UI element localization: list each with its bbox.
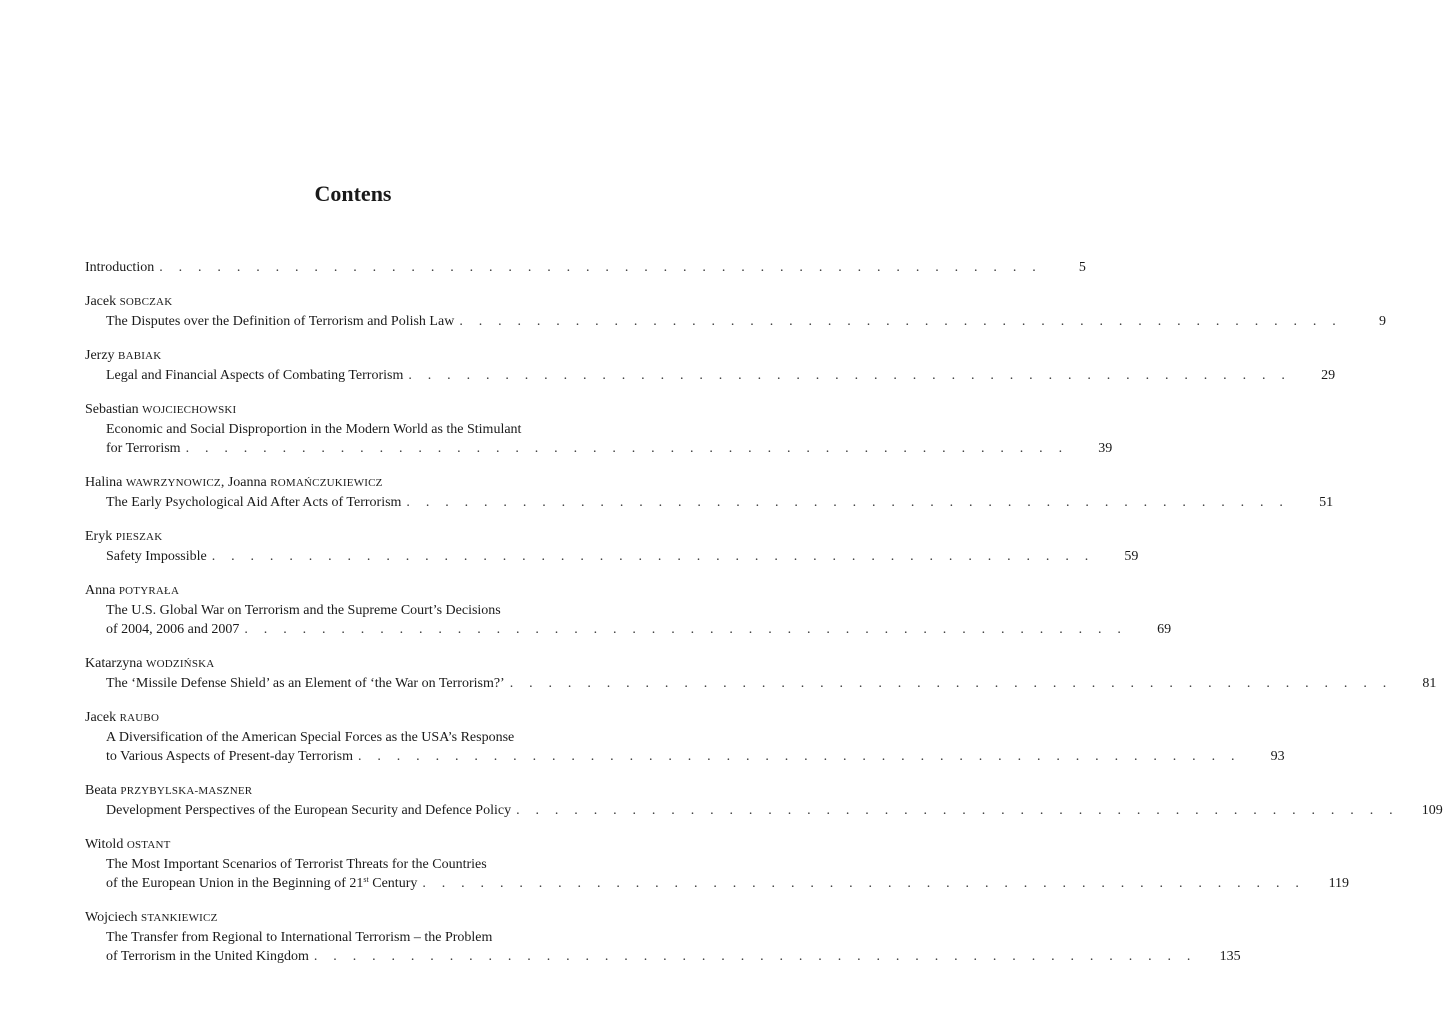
page-number: 135: [1219, 949, 1241, 964]
toc-entry: [85, 473, 1334, 512]
page-number: 119: [1328, 876, 1350, 891]
toc-title-line: Economic and Social Disproportion in the Modern World as the Stimulant: [106, 422, 522, 437]
toc-title-line: [85, 258, 1086, 277]
toc-title: of Terrorism in the United Kingdom: [106, 949, 309, 964]
dot-leader: . . . . . . . . . . . . . . . . . . . . . . . . . . . . . . . . . . . . . . . . . . . . . .: [406, 495, 1290, 510]
page-number: 93: [1270, 749, 1285, 764]
toc-title-text: [106, 674, 505, 693]
page-number: 59: [1124, 549, 1139, 564]
toc-title-line: [85, 366, 1336, 385]
author-given-name: Halina: [85, 475, 126, 490]
author-surname: STANKIEWICZ: [141, 912, 218, 924]
author-given-name: Witold: [85, 837, 127, 852]
toc-title-line: [85, 547, 1139, 566]
page-number: 5: [1078, 260, 1086, 275]
dot-leader: . . . . . . . . . . . . . . . . . . . . . . . . . . . . . . . . . . . . . . . . . . . . . .: [408, 368, 1292, 383]
dot-leader: . . . . . . . . . . . . . . . . . . . . . . . . . . . . . . . . . . . . . . . . . . . . . .: [244, 622, 1128, 637]
author-surname: SOBCZAK: [119, 296, 173, 308]
toc-entry: [85, 654, 1437, 693]
author-given-name: Jerzy: [85, 348, 119, 363]
author-given-name: Jacek: [85, 710, 120, 725]
author-surname: POTYRAŁA: [118, 585, 180, 597]
dot-leader: . . . . . . . . . . . . . . . . . . . . . . . . . . . . . . . . . . . . . . . . . . . . . .: [185, 441, 1069, 456]
page-number: 69: [1157, 622, 1172, 637]
table-of-contents: [85, 258, 1443, 981]
toc-title-text: [106, 312, 454, 331]
toc-title-text: [106, 493, 401, 512]
author-surname: BABIAK: [118, 350, 162, 362]
toc-title-line: [85, 947, 1241, 966]
toc-entry: [85, 346, 1336, 385]
dot-leader: . . . . . . . . . . . . . . . . . . . . . . . . . . . . . . . . . . . . . . . . . . . . . .: [509, 676, 1393, 691]
toc-title: The Early Psychological Aid After Acts of Terrorism: [106, 495, 402, 510]
dot-leader: . . . . . . . . . . . . . . . . . . . . . . . . . . . . . . . . . . . . . . . . . . . . . .: [357, 749, 1241, 764]
toc-title-text: [106, 620, 239, 639]
dot-leader: . . . . . . . . . . . . . . . . . . . . . . . . . . . . . . . . . . . . . . . . . . . . . .: [422, 876, 1306, 891]
toc-entry: [85, 908, 1241, 966]
toc-title-line: [85, 620, 1172, 639]
toc-title-suffix: Century: [368, 876, 418, 891]
toc-title-line: [85, 747, 1285, 766]
toc-entry: [85, 258, 1086, 277]
toc-author: [85, 400, 617, 420]
toc-title: Safety Impossible: [106, 549, 207, 564]
toc-author: [85, 473, 617, 493]
toc-title-line: A Diversification of the American Special Forces as the USA’s Response: [106, 730, 515, 745]
author-given-name: Sebastian: [85, 402, 143, 417]
toc-entry: [85, 527, 1139, 566]
toc-author: [85, 346, 617, 366]
toc-title-line: The Transfer from Regional to International Terrorism – the Problem: [106, 930, 493, 945]
page-number: 81: [1422, 676, 1437, 691]
toc-entry: [85, 292, 1387, 331]
toc-title-text: [85, 258, 154, 277]
page-number: 109: [1421, 803, 1443, 818]
dot-leader: . . . . . . . . . . . . . . . . . . . . . . . . . . . . . . . . . . . . . . . . . . . . . .: [211, 549, 1095, 564]
toc-title-line: The U.S. Global War on Terrorism and the Supreme Court’s Decisions: [106, 603, 501, 618]
author-given-name: Katarzyna: [85, 656, 147, 671]
page-number: 9: [1379, 314, 1387, 329]
author-given-name: Anna: [85, 583, 119, 598]
toc-title-text: [106, 547, 207, 566]
dot-leader: . . . . . . . . . . . . . . . . . . . . . . . . . . . . . . . . . . . . . . . . . . . . . .: [459, 314, 1343, 329]
toc-author: [85, 781, 617, 801]
dot-leader: . . . . . . . . . . . . . . . . . . . . . . . . . . . . . . . . . . . . . . . . . . . . . .: [516, 803, 1399, 818]
toc-author: [85, 835, 617, 855]
toc-title-text: [106, 874, 417, 893]
toc-title-line: [85, 801, 1443, 820]
toc-entry: [85, 400, 1113, 458]
superscript: st: [363, 875, 369, 884]
toc-author: [85, 581, 617, 601]
toc-title: Legal and Financial Aspects of Combating Terrorism: [106, 368, 404, 383]
toc-author: [85, 708, 617, 728]
author-given-name: , Joanna: [220, 475, 271, 490]
toc-title-line: [85, 493, 1334, 512]
dot-leader: . . . . . . . . . . . . . . . . . . . . . . . . . . . . . . . . . . . . . . . . . . . . . .: [313, 949, 1197, 964]
author-surname: OSTANT: [126, 839, 171, 851]
toc-title-text: [106, 439, 181, 458]
toc-author: [85, 908, 617, 928]
toc-title-text: [106, 366, 403, 385]
author-given-name: Wojciech: [85, 910, 142, 925]
page-title: Contens: [314, 181, 392, 206]
toc-title: for Terrorism: [106, 441, 181, 456]
toc-title-line: The Most Important Scenarios of Terrorist Threats for the Countries: [106, 857, 487, 872]
toc-author: [85, 527, 617, 547]
page-number: 39: [1098, 441, 1113, 456]
toc-title: to Various Aspects of Present-day Terrorism: [106, 749, 353, 764]
author-surname: WOJCIECHOWSKI: [142, 404, 237, 416]
author-given-name: Beata: [85, 783, 121, 798]
toc-title-line: [85, 874, 1350, 893]
author-given-name: Eryk: [85, 529, 116, 544]
toc-title-text: [106, 947, 309, 966]
toc-entry: [85, 581, 1172, 639]
toc-title-line: [85, 312, 1387, 331]
toc-entry: [85, 781, 1443, 820]
toc-entry: [85, 835, 1350, 893]
toc-title: Introduction: [85, 260, 155, 275]
author-surname: ROMAŃCZUKIEWICZ: [270, 477, 383, 489]
toc-entry: [85, 708, 1285, 766]
toc-title: The ‘Missile Defense Shield’ as an Element of ‘the War on Terrorism?’: [106, 676, 505, 691]
toc-title: The Disputes over the Definition of Terrorism and Polish Law: [106, 314, 455, 329]
page-number: 29: [1321, 368, 1336, 383]
toc-title: of the European Union in the Beginning of 21: [106, 876, 364, 891]
dot-leader: . . . . . . . . . . . . . . . . . . . . . . . . . . . . . . . . . . . . . . . . . . . . . .: [159, 260, 1042, 275]
author-surname: WAWRZYNOWICZ: [125, 477, 221, 489]
author-surname: WODZIŃSKA: [146, 658, 215, 670]
author-surname: RAUBO: [119, 712, 160, 724]
toc-title: of 2004, 2006 and 2007: [106, 622, 240, 637]
author-surname: PRZYBYLSKA-MASZNER: [120, 785, 253, 797]
author-given-name: Jacek: [85, 294, 120, 309]
toc-title: Development Perspectives of the European Security and Defence Policy: [106, 803, 512, 818]
toc-title-text: [106, 747, 353, 766]
author-surname: PIESZAK: [115, 531, 163, 543]
toc-author: [85, 654, 617, 674]
toc-author: [85, 292, 617, 312]
toc-title-line: [85, 674, 1437, 693]
toc-title-line: [85, 439, 1113, 458]
toc-title-text: [106, 801, 511, 820]
page-number: 51: [1319, 495, 1334, 510]
